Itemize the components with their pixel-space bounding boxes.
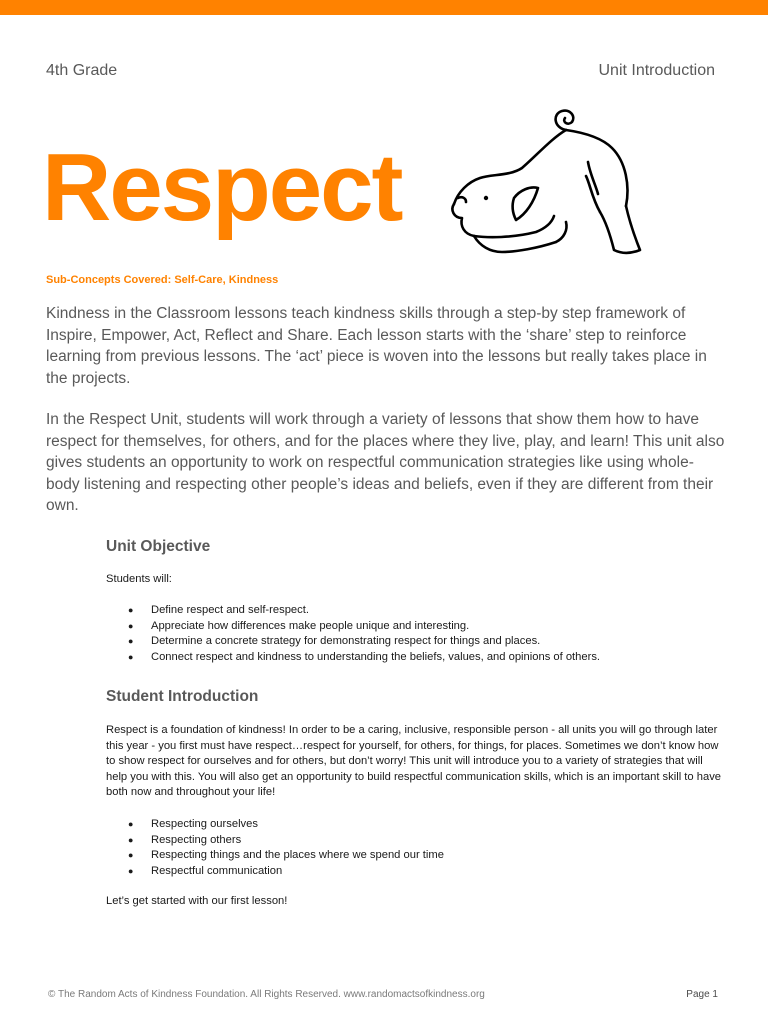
list-item: ● Respecting things and the places where we spend our time	[128, 848, 728, 864]
intro-paragraph-2: In the Respect Unit, students will work through a variety of lessons that show them how to have respect for themselves, for others, and for the places where they live, play, and learn! This unit also gives students an opportunity to work on respectful communication strategies like using whole-body listening and respecting other people’s ideas and beliefs, even if they are different from their own.	[46, 411, 725, 514]
list-item: ● Respectful communication	[128, 864, 728, 880]
intro-paragraph-1: Kindness in the Classroom lessons teach kindness skills through a step-by step framework of Inspire, Empower, Act, Reflect and Share. Each lesson starts with the ‘share’ step to reinforce learning from previous lessons. The ‘act’ piece is woven into the lessons but really takes place in the projects.	[46, 305, 707, 387]
list-item: ● Connect respect and kindness to understanding the beliefs, values, and opinions of others.	[128, 650, 728, 666]
list-item: ● Respecting others	[128, 833, 728, 849]
objective-lead: Students will:	[106, 573, 172, 585]
top-accent-bar	[0, 0, 768, 15]
grade-label: 4th Grade	[46, 62, 118, 79]
student-introduction-list	[128, 817, 728, 880]
student-introduction-heading: Student Introduction	[106, 688, 259, 705]
page-number: Page 1	[686, 989, 718, 1000]
page-title: Respect	[42, 134, 402, 241]
list-item: ● Determine a concrete strategy for demonstrating respect for things and places.	[128, 634, 728, 650]
section-label: Unit Introduction	[598, 62, 715, 79]
closing-line: Let’s get started with our first lesson!	[106, 895, 288, 907]
unit-objective-heading: Unit Objective	[106, 538, 211, 555]
dog-bowing-icon	[440, 106, 650, 260]
objective-list	[128, 603, 728, 666]
list-item: ● Appreciate how differences make people unique and interesting.	[128, 619, 728, 635]
list-item: ● Respecting ourselves	[128, 817, 728, 833]
student-introduction-paragraph: Respect is a foundation of kindness! In order to be a caring, inclusive, responsible person - all units you will go through later this year - you first must have respect…respect for yourself, for others, for things, for places. Sometimes we don’t know how to show respect for ourselves and for others, but don’t worry! This unit will introduce you to a variety of strategies that will help you with this. You will also get an opportunity to build respectful communication skills, which is an important skill to have both now and throughout your life!	[106, 724, 722, 798]
subconcepts-label: Sub-Concepts Covered: Self-Care, Kindness	[46, 274, 279, 286]
footer-copyright: © The Random Acts of Kindness Foundation. All Rights Reserved. www.randomactsofkindness.org	[48, 989, 485, 1000]
list-item: ● Define respect and self-respect.	[128, 603, 728, 619]
